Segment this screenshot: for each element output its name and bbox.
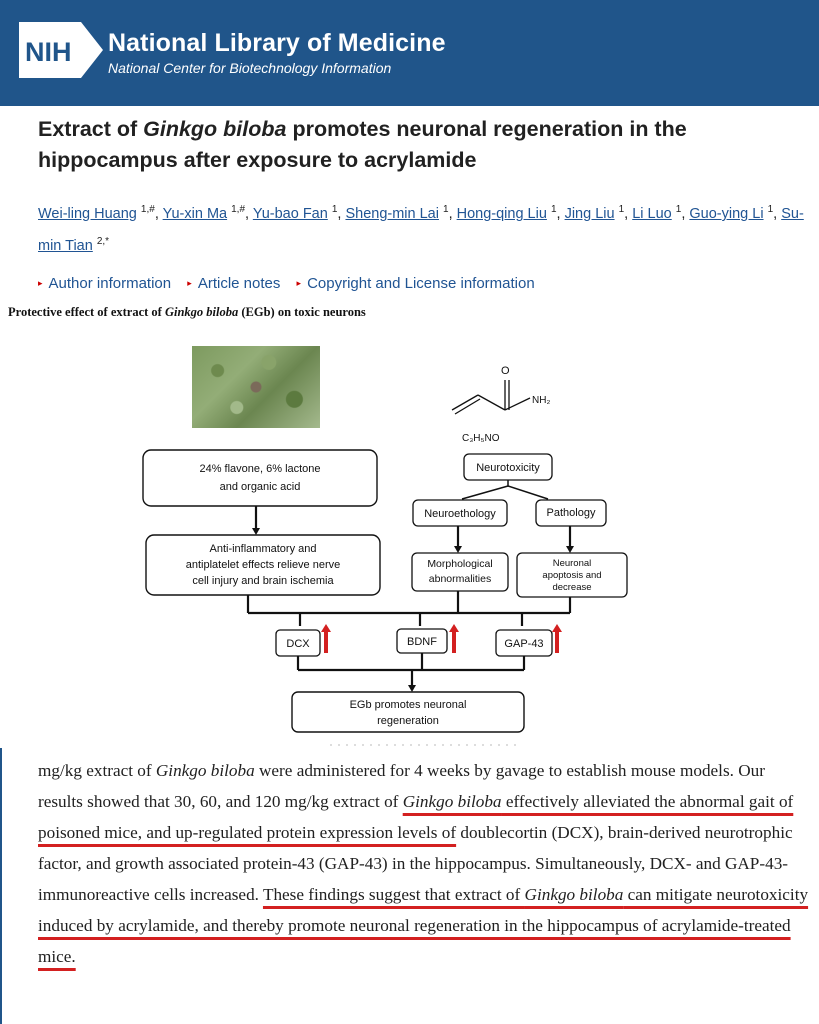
highlighted-result-1: Ginkgo biloba effectively alleviated the abnormal gait of poisoned mice, and up-regulated protein expression levels of — [38, 792, 794, 842]
author-link[interactable]: Wei-ling Huang — [38, 205, 137, 222]
neurotoxicity-text: Neurotoxicity — [476, 462, 540, 474]
morph-text-2: abnormalities — [428, 573, 492, 585]
formula-label: C₃H₅NO — [462, 433, 500, 444]
triangle-right-icon: ▸ — [38, 278, 43, 288]
author-information-link[interactable]: ▸ Author information — [38, 275, 172, 292]
triangle-right-icon: ▸ — [187, 278, 192, 288]
copyright-license-link[interactable]: ▸ Copyright and License information — [296, 275, 535, 292]
author-link[interactable]: Sheng-min Lai — [345, 205, 439, 222]
author-link[interactable]: Yu-bao Fan — [252, 205, 328, 222]
neuronal-text-1: Neuronal — [552, 558, 592, 569]
author-link[interactable]: Guo-ying Li — [689, 205, 764, 222]
triangle-right-icon: ▸ — [296, 278, 302, 288]
bdnf-text: BDNF — [407, 636, 437, 648]
nlm-title[interactable]: National Library of Medicine — [108, 29, 446, 57]
abstract-text: mg/kg extract of Ginkgo biloba were administered for 4 weeks by gavage to establish mouse models. Our results showed that 30, 60, and 120 mg/kg extract of Ginkgo biloba effectively alleviated the abnormal gait of poisoned mice, and up-regulated protein expression levels of doublecortin (DCX), brain-derived neurotrophic factor, and growth associated protein-43 (GAP-43) in the hippocampus. Simultaneously, DCX- and GAP-43-immunoreactive cells increased. These findings suggest that extract of Ginkgo biloba can mitigate neurotoxicity induced by acrylamide, and thereby promote neuronal regeneration in the hippocampus of acrylamide-treated mice. — [38, 761, 809, 966]
nih-logo-text: NIH — [25, 37, 72, 67]
anti-text-3: cell injury and brain ischemia — [192, 575, 334, 587]
pathology-text: Pathology — [546, 507, 596, 519]
neuronal-text-3: decrease — [552, 582, 592, 593]
anti-text-2: antiplatelet effects relieve nerve — [185, 559, 341, 571]
flavone-text-1: 24% flavone, 6% lactone — [199, 463, 321, 475]
author-link[interactable]: Li Luo — [632, 205, 672, 222]
author-link[interactable]: Yu-xin Ma — [162, 205, 228, 222]
dcx-up-arrow-icon — [324, 629, 328, 653]
author-link[interactable]: Su-min Tian — [38, 205, 804, 254]
author-list: Wei-ling Huang $^{1,\#}$, Yu-xin Ma $^{1,\#}$, Yu-bao Fan $^1$, Sheng-min Lai $^1$, Hong-qing Liu $^1$, Jing Liu $^1$, Li Luo $^1$, Guo-ying Li $^1$, Su-min Tian $^{2,*}$ — [38, 204, 804, 254]
neuronal-text-2: apoptosis and — [542, 570, 602, 581]
flavone-box — [143, 450, 377, 506]
morph-text-1: Morphological — [427, 558, 493, 570]
egb-text-2: regeneration — [377, 715, 439, 727]
acrylamide-structure — [452, 380, 530, 414]
gap43-text: GAP-43 — [504, 638, 544, 650]
nih-logo-icon[interactable] — [19, 22, 103, 78]
ncbi-subtitle: National Center for Biotechnology Information — [108, 60, 392, 76]
author-link[interactable]: Jing Liu — [564, 205, 615, 222]
flavone-text-2: and organic acid — [219, 481, 301, 493]
highlighted-conclusion: These findings suggest that extract of Ginkgo biloba can mitigate neurotoxicity induced by acrylamide, and thereby promote neuronal regeneration in the hippocampus of acrylamide-treated mice. — [38, 885, 809, 966]
figure-caption: Protective effect of extract of Ginkgo biloba (EGb) on toxic neurons — [8, 305, 366, 319]
egb-text-1: EGb promotes neuronal — [349, 699, 467, 711]
abstract-left-border — [0, 748, 2, 1024]
nih-header — [0, 0, 819, 106]
anti-text-1: Anti-inflammatory and — [209, 543, 317, 555]
author-link[interactable]: Hong-qing Liu — [456, 205, 547, 222]
oxygen-label: O — [501, 365, 510, 377]
gap43-up-arrow-icon — [555, 629, 559, 653]
article-notes-link[interactable]: ▸ Article notes — [187, 275, 281, 292]
neuroethology-text: Neuroethology — [424, 508, 496, 520]
bdnf-up-arrow-icon — [452, 629, 456, 653]
nh2-label: NH₂ — [532, 395, 551, 406]
graphical-abstract-diagram — [0, 330, 819, 750]
article-info-links — [38, 275, 547, 292]
dcx-text: DCX — [286, 638, 310, 650]
article-title: Extract of Ginkgo biloba promotes neuronal regeneration in the hippocampus after exposure to acrylamide — [38, 117, 687, 172]
